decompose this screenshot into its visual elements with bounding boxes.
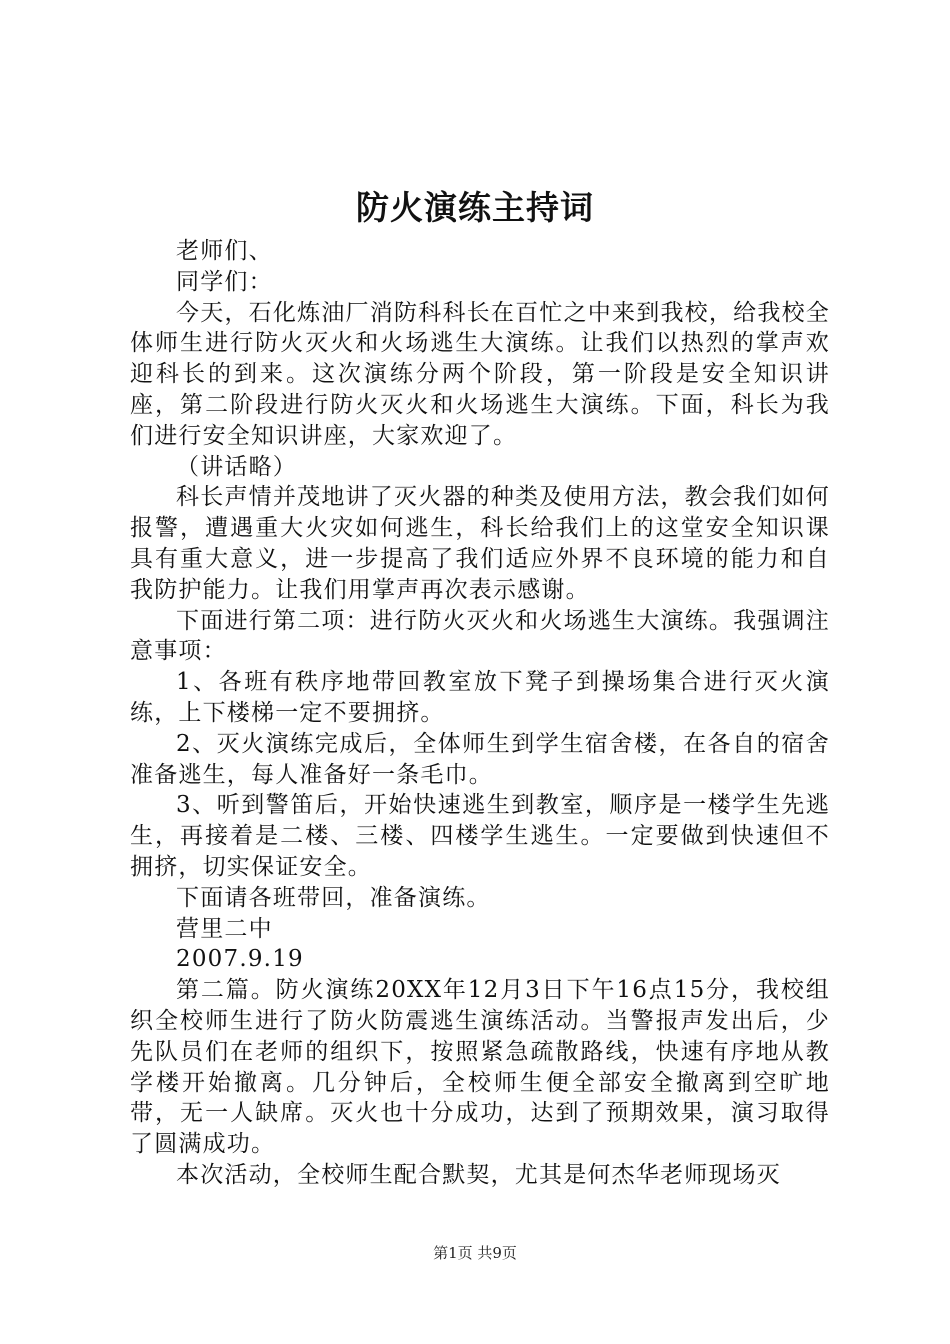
paragraph-second-article: 第二篇。防火演练20XX年12月3日下午16点15分，我校组织全校师生进行了防火防震逃生演练活动。当警报声发出后，少先队员们在老师的组织下，按照紧急疏散路线，快速有序地从教学楼开始撤离。几分钟后，全校师生便全部安全撤离到空旷地带，无一人缺席。灭火也十分成功，达到了预期效果，演习取得了圆满成功。 [130,977,830,1158]
page-number-footer: 第1页 共9页 [433,1244,517,1262]
paragraph-speech-omitted: （讲话略） [176,453,297,480]
paragraph-second-item: 下面进行第二项：进行防火灭火和火场逃生大演练。我强调注意事项： [130,607,830,665]
paragraph-activity-summary: 本次活动，全校师生配合默契，尤其是何杰华老师现场灭 [176,1161,781,1188]
paragraph-date: 2007.9.19 [176,946,304,973]
paragraph-note-1: 1、各班有秩序地带回教室放下凳子到操场集合进行灭火演练，上下楼梯一定不要拥挤。 [130,669,830,726]
paragraph-note-2: 2、灭火演练完成后，全体师生到学生宿舍楼，在各自的宿舍准备逃生，每人准备好一条毛巾。 [130,730,830,788]
document-title: 防火演练主持词 [356,188,594,227]
paragraph-dismiss: 下面请各班带回，准备演练。 [176,884,491,911]
document-body [130,236,830,1191]
paragraph-note-3: 3、听到警笛后，开始快速逃生到教室，顺序是一楼学生先逃生，再接着是二楼、三楼、四楼学生逃生。一定要做到快速但不拥挤，切实保证安全。 [130,792,830,880]
paragraph-salutation-students: 同学们： [176,268,273,295]
paragraph-school-signature: 营里二中 [176,915,273,942]
paragraph-salutation-teachers: 老师们、 [176,238,273,264]
paragraph-opening: 今天，石化炼油厂消防科科长在百忙之中来到我校，给我校全体师生进行防火灭火和火场逃生大演练。让我们以热烈的掌声欢迎科长的到来。这次演练分两个阶段，第一阶段是安全知识讲座，第二阶段进行防火灭火和火场逃生大演练。下面，科长为我们进行安全知识讲座，大家欢迎了。 [130,299,830,449]
paragraph-thanks: 科长声情并茂地讲了灭火器的种类及使用方法，教会我们如何报警，遭遇重大火灾如何逃生，科长给我们上的这堂安全知识课具有重大意义，进一步提高了我们适应外界不良环境的能力和自我防护能力。让我们用掌声再次表示感谢。 [130,484,830,603]
